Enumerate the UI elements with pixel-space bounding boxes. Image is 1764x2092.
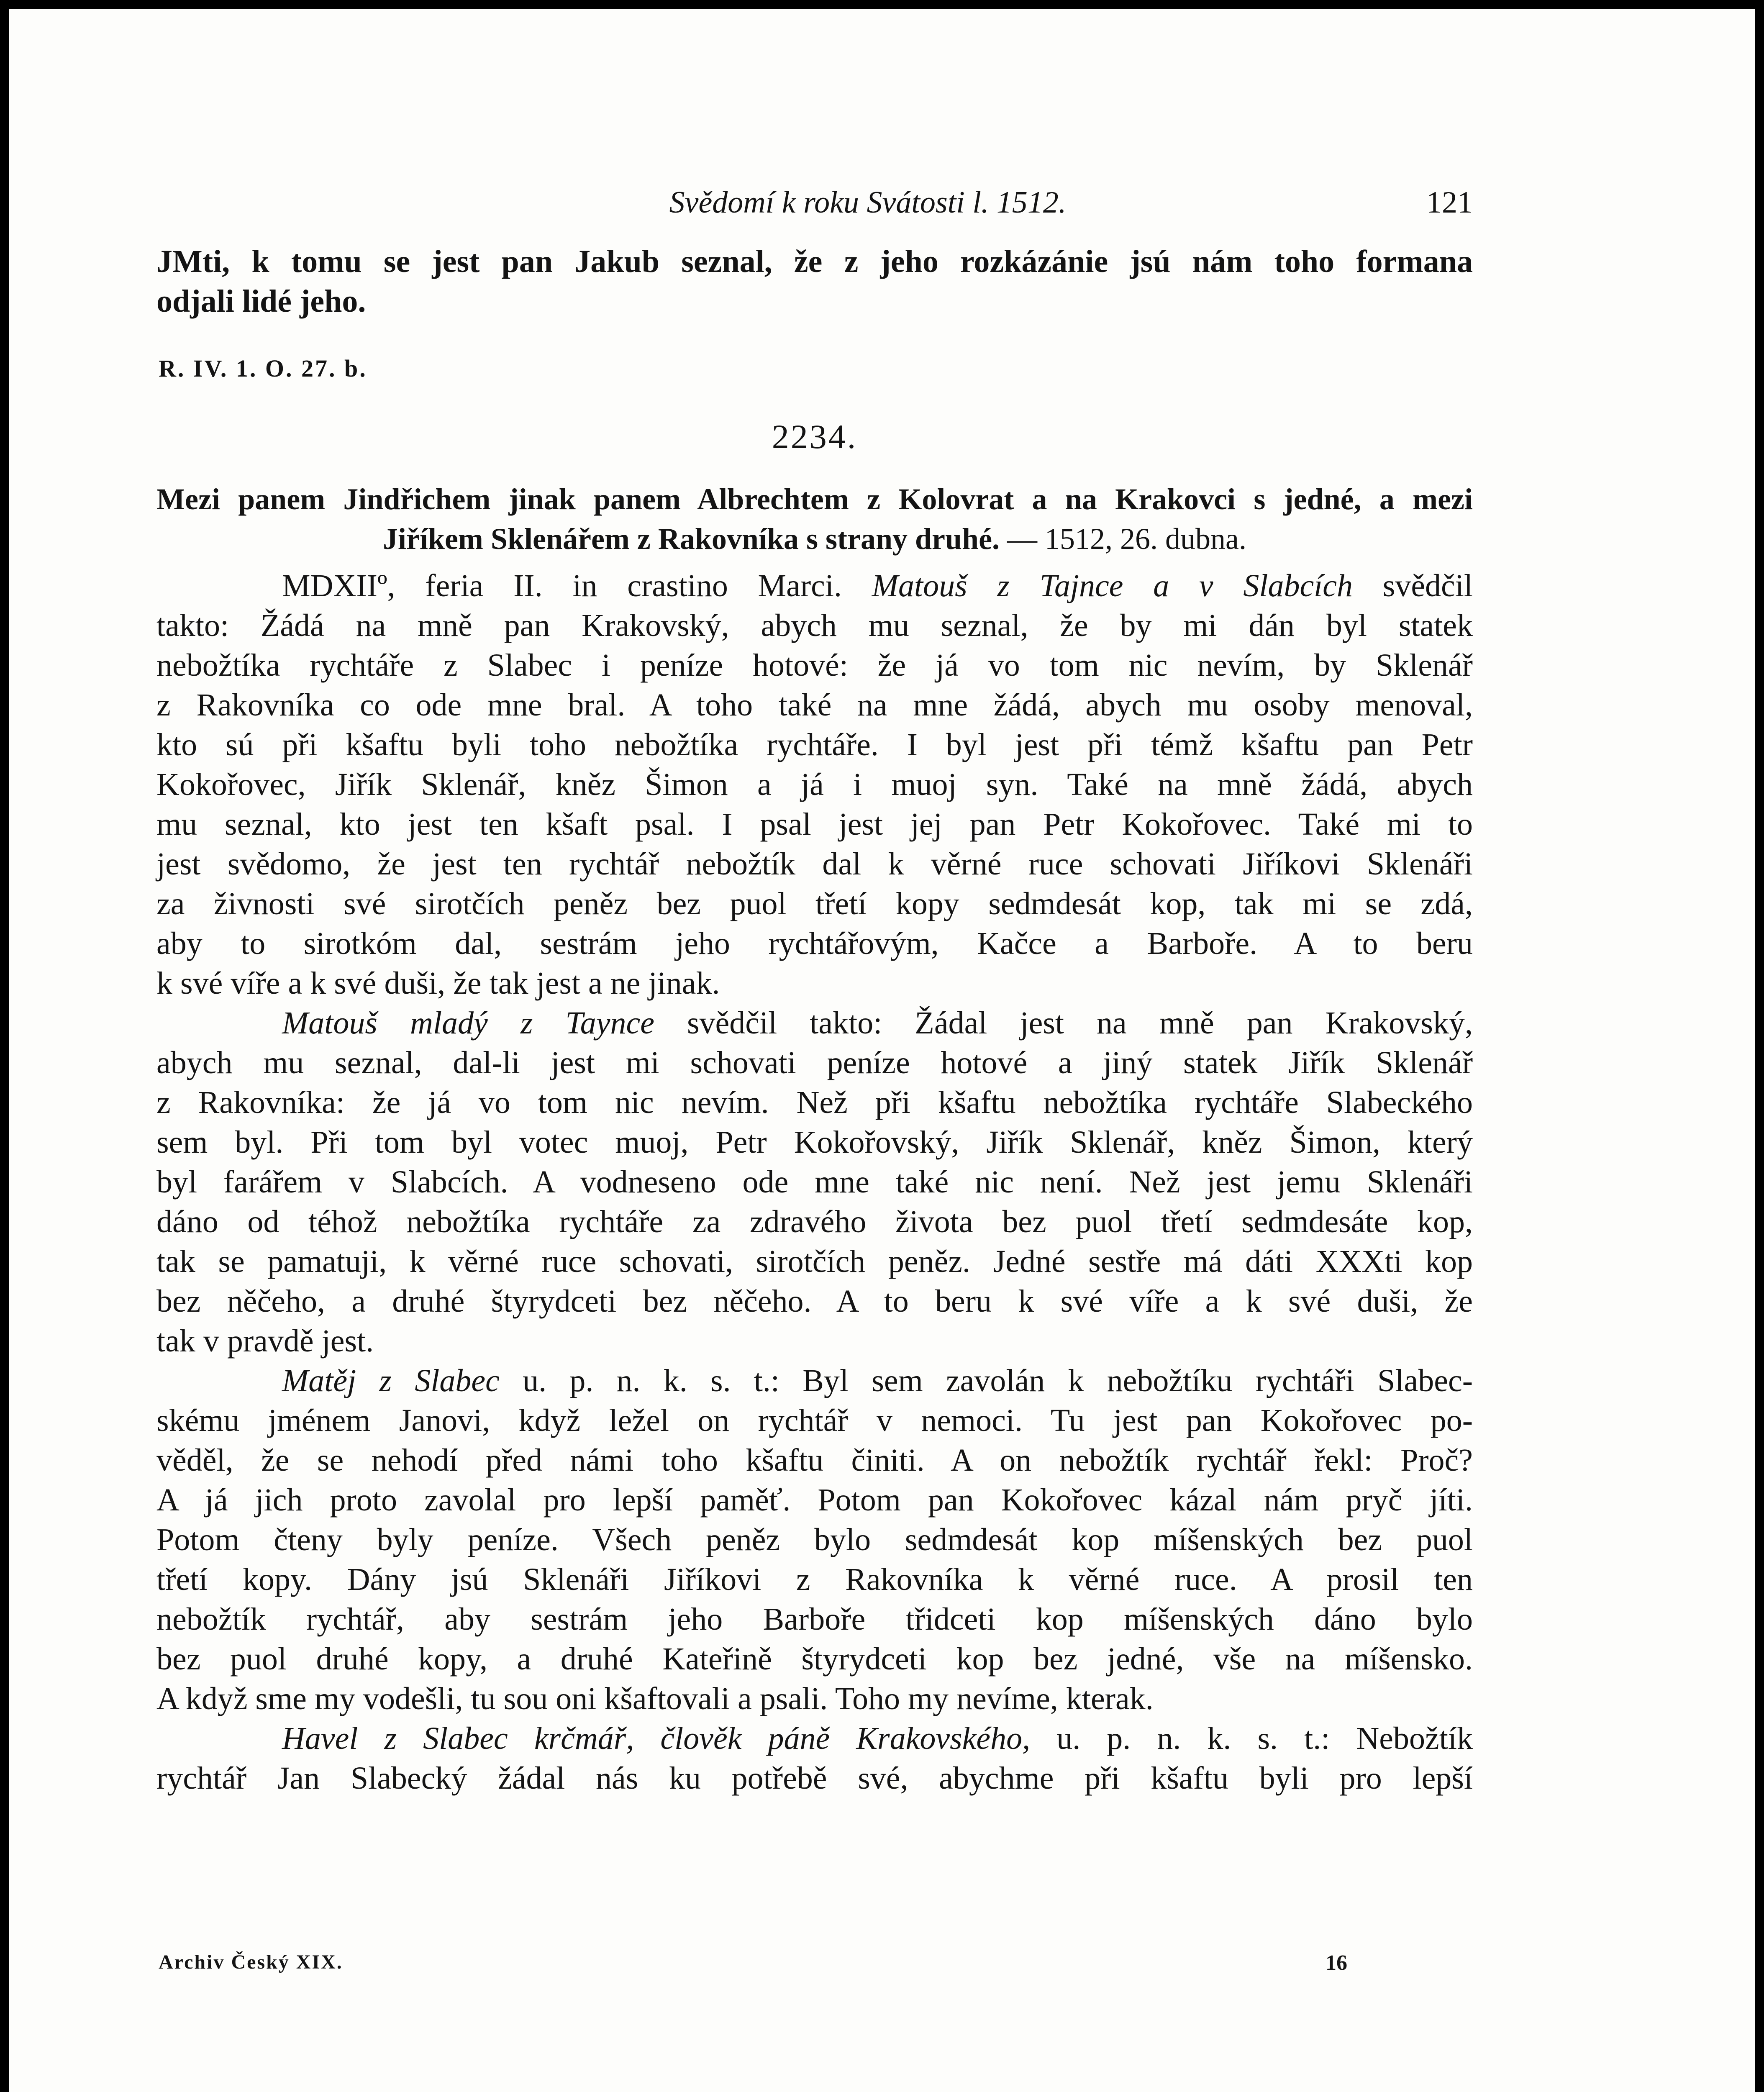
prev-entry-line: odjali lidé jeho. <box>156 284 366 319</box>
prev-entry-line: JMti, k tomu se jest pan Jakub seznal, že z jeho rozkázánie jsú nám toho formana <box>156 244 1473 279</box>
text-line: z Rakovníka: že já vo tom nic nevím. Než při kšaftu nebožtíka rychtáře Slabeckého <box>156 1085 1473 1120</box>
witness-text: svědčil takto: Žádal jest na mně pan Krakovský, <box>687 1005 1473 1041</box>
text-line: tak se pamatuji, k věrné ruce schovati, sirotčích peněz. Jedné sestře má dáti XXXti kop <box>156 1244 1473 1279</box>
page-number: 121 <box>1426 185 1473 220</box>
witness-name: Havel z Slabec krčmář, člověk páně Krakovského, <box>282 1721 1031 1756</box>
text-line: z Rakovníka co ode mne bral. A toho také na mne žádá, abych mu osoby menoval, <box>156 687 1473 723</box>
witness-line <box>282 1361 1473 1401</box>
text-line: jest svědomo, že jest ten rychtář nebožtík dal k věrné ruce schovati Jiříkovi Sklenáři <box>156 846 1473 882</box>
text-line: Kokořovec, Jiřík Sklenář, kněz Šimon a já i muoj syn. Také na mně žádá, abych <box>156 767 1473 802</box>
text-line: kto sú při kšaftu byli toho nebožtíka rychtáře. I byl jest při témž kšaftu pan Petr <box>156 727 1473 762</box>
page-content <box>156 9 1473 2092</box>
text-line: takto: Žádá na mně pan Krakovský, abych mu seznal, že by mi dán byl statek <box>156 608 1473 643</box>
text-line: mu seznal, kto jest ten kšaft psal. I psal jest jej pan Petr Kokořovec. Také mi to <box>156 807 1473 842</box>
text-line: aby to sirotkóm dal, sestrám jeho rychtářovým, Kačce a Barboře. A to beru <box>156 926 1473 961</box>
text-line: rychtář Jan Slabecký žádal nás ku potřebě své, abychme při kšaftu byli pro lepší <box>156 1761 1473 1796</box>
entry-heading-line: Mezi panem Jindřichem jinak panem Albrechtem z Kolovrat a na Krakovci s jedné, a mezi <box>156 482 1473 516</box>
text-line: Potom čteny byly peníze. Všech peněz bylo sedmdesát kop míšenských bez puol <box>156 1522 1473 1557</box>
text-line: dáno od téhož nebožtíka rychtáře za zdravého života bez puol třetí sedmdesáte kop, <box>156 1204 1473 1239</box>
witness-line <box>282 1718 1473 1759</box>
text-line: A já jich proto zavolal pro lepší paměť. Potom pan Kokořovec kázal nám pryč jíti. <box>156 1482 1473 1518</box>
text-line: byl farářem v Slabcích. A vodneseno ode mne také nic není. Než jest jemu Sklenáři <box>156 1164 1473 1200</box>
text-line: nebožtíka rychtáře z Slabec i peníze hotové: že já vo tom nic nevím, by Sklenář <box>156 648 1473 683</box>
text-line: skému jménem Janovi, když ležel on rychtář v nemoci. Tu jest pan Kokořovec po- <box>156 1403 1473 1438</box>
witness-verb: svědčil <box>1382 568 1473 603</box>
text-line: věděl, že se nehodí před námi toho kšaftu činiti. A on nebožtík rychtář řekl: Proč? <box>156 1443 1473 1478</box>
text-line: třetí kopy. Dány jsú Sklenáři Jiříkovi z Rakovníka k věrné ruce. A prosil ten <box>156 1562 1473 1597</box>
witness-name: Matouš mladý z Taynce <box>282 1005 654 1041</box>
witness-text: u. p. n. k. s. t.: Byl sem zavolán k nebožtíku rychtáři Slabec- <box>523 1363 1473 1398</box>
text-line: bez něčeho, a druhé štyrydceti bez něčeho. A to beru k své víře a k své duši, že <box>156 1284 1473 1319</box>
entry-number: 2234. <box>772 418 858 456</box>
text-line: k své víře a k své duši, že tak jest a ne jinak. <box>156 966 720 1001</box>
text-line: tak v pravdě jest. <box>156 1323 374 1359</box>
date-lead: MDXIIº, feria II. in crastino Marci. <box>282 568 842 603</box>
archive-signature: R. IV. 1. O. 27. b. <box>159 355 367 382</box>
witness-text: u. p. n. k. s. t.: Nebožtík <box>1056 1721 1473 1756</box>
witness-name: Matouš z Tajnce a v Slabcích <box>872 568 1353 603</box>
date-line <box>282 566 1473 606</box>
footer-publication: Archiv Český XIX. <box>159 1951 343 1973</box>
witness-name: Matěj z Slabec <box>282 1363 500 1398</box>
document-page <box>9 9 1755 2092</box>
text-line: bez puol druhé kopy, a druhé Kateřině štyrydceti kop bez jedné, vše na míšensko. <box>156 1641 1473 1677</box>
heading-names: Jiříkem Sklenářem z Rakovníka s strany druhé. <box>382 522 1000 556</box>
text-line: A když sme my vodešli, tu sou oni kšaftovali a psali. Toho my nevíme, kterak. <box>156 1681 1154 1716</box>
witness-line <box>282 1003 1473 1043</box>
text-line: nebožtík rychtář, aby sestrám jeho Barboře třidceti kop míšenských dáno bylo <box>156 1602 1473 1637</box>
entry-heading-line <box>156 520 1473 558</box>
text-line: abych mu seznal, dal-li jest mi schovati peníze hotové a jiný statek Jiřík Sklenář <box>156 1045 1473 1080</box>
heading-date: — 1512, 26. dubna. <box>1007 522 1247 556</box>
running-head-title: Svědomí k roku Svátosti l. 1512. <box>669 185 1067 220</box>
text-line: sem byl. Při tom byl votec muoj, Petr Kokořovský, Jiřík Sklenář, kněz Šimon, který <box>156 1125 1473 1160</box>
footer-sheet-number: 16 <box>1326 1951 1347 1975</box>
text-line: za živnosti své sirotčích peněz bez puol třetí kopy sedmdesát kop, tak mi se zdá, <box>156 886 1473 921</box>
